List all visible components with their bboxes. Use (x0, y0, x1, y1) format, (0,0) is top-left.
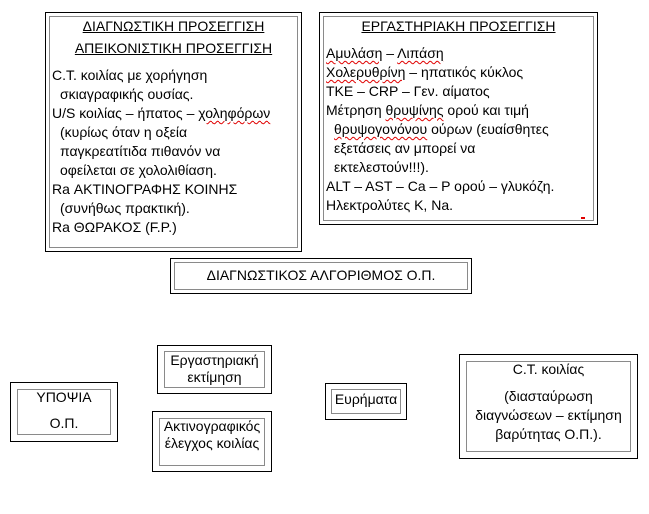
trypsin-line (326, 101, 591, 120)
us-line (52, 104, 295, 123)
blood-tests-line: ΤΚΕ – CRP – Γεν. αίματος (326, 83, 490, 99)
ct-line-3: διαγνώσεων – εκτίμηση (475, 407, 622, 423)
serum-value-text: ορού και τιμή (443, 102, 529, 118)
electrolytes-line: Ηλεκτρολύτες K, Na. (326, 197, 453, 213)
suspicion-node (10, 382, 118, 442)
lab-evaluation-node (157, 345, 272, 394)
bilirubin-text: Χολερυθρίνη (326, 64, 406, 80)
liver-cycle-text: – ηπατικός κύκλος (405, 64, 524, 80)
findings-node (325, 383, 407, 420)
amylase-text: Αμυλάση (326, 45, 383, 61)
radiographic-check-line-2: έλεγχος κοιλίας (164, 435, 260, 451)
ct-node (459, 354, 638, 459)
trypsin-text: θρυψίνης (385, 102, 444, 118)
suspicion-line-2: Ο.Π. (49, 415, 79, 431)
algorithm-title-box (170, 258, 472, 294)
lab-approach-box (319, 12, 598, 225)
trypsinogen-line (326, 120, 591, 139)
liver-enzymes-line: ALT – AST – Ca – P ορού – γλυκόζη. (326, 178, 555, 194)
tests-note-line: εξετάσεις αν μπορεί να (334, 140, 476, 156)
us-line-text: U/S κοιλίας – ήπατος – (52, 105, 199, 121)
lab-evaluation-line-2: εκτίμηση (187, 369, 242, 385)
diagnostic-approach-heading: ΔΙΑΓΝΩΣΤΙΚΗ ΠΡΟΣΕΓΓΙΣΗ (82, 18, 265, 34)
suspicion-line-1: ΥΠΟΨΙΑ (36, 389, 92, 405)
xray-line: Ra ΑΚΤΙΝΟΓΡΑΦΗΣ ΚΟΙΝΗΣ (52, 181, 238, 197)
chest-xray-line: Ra ΘΩΡΑΚΟΣ (F.P.) (52, 219, 177, 235)
xray-note-line: (συνήθως πρακτική). (60, 200, 190, 216)
radiographic-check-node (152, 411, 272, 472)
diagnostic-approach-box (45, 12, 302, 252)
urine-text: ούρων (ευαίσθητες (427, 121, 549, 137)
lab-evaluation-line-1: Εργαστηριακή (170, 352, 259, 368)
us-note-line-3: οφείλεται σε χολολιθίαση. (60, 162, 217, 178)
us-line-biliary: χοληφόρων (198, 105, 271, 121)
us-note-line-2: παγκρεατίτιδα πιθανόν να (60, 143, 221, 159)
ct-line-2: (διασταύρωση (504, 388, 593, 404)
imaging-approach-heading: ΑΠΕΙΚΟΝΙΣΤΙΚΗ ΠΡΟΣΕΓΓΙΣΗ (74, 40, 273, 56)
trypsinogen-text: θρυψογονόνου (334, 121, 428, 137)
us-note-line-1: (κυρίως όταν η οξεία (60, 124, 188, 140)
lipase-text: Λιπάση (397, 45, 444, 61)
radiographic-check-line-1: Ακτινογραφικός (163, 418, 261, 434)
bilirubin-line (326, 63, 591, 82)
findings-label: Ευρήματα (334, 391, 398, 407)
contrast-line: σκιαγραφικής ουσίας. (60, 86, 194, 102)
red-mark (581, 217, 585, 219)
measurement-text: Μέτρηση (326, 102, 386, 118)
tests-note-line-2: εκτελεστούν!!!). (334, 159, 429, 175)
algorithm-title: ΔΙΑΓΝΩΣΤΙΚΟΣ ΑΛΓΟΡΙΘΜΟΣ Ο.Π. (206, 267, 436, 283)
amylase-lipase-line (326, 44, 591, 63)
lab-approach-heading: ΕΡΓΑΣΤΗΡΙΑΚΗ ΠΡΟΣΕΓΓΙΣΗ (361, 18, 556, 34)
dash-text: – (382, 45, 398, 61)
ct-line-1: C.T. κοιλίας (512, 361, 585, 377)
ct-line: C.T. κοιλίας με χορήγηση (52, 67, 208, 83)
ct-line-4: βαρύτητας Ο.Π.). (495, 426, 602, 442)
